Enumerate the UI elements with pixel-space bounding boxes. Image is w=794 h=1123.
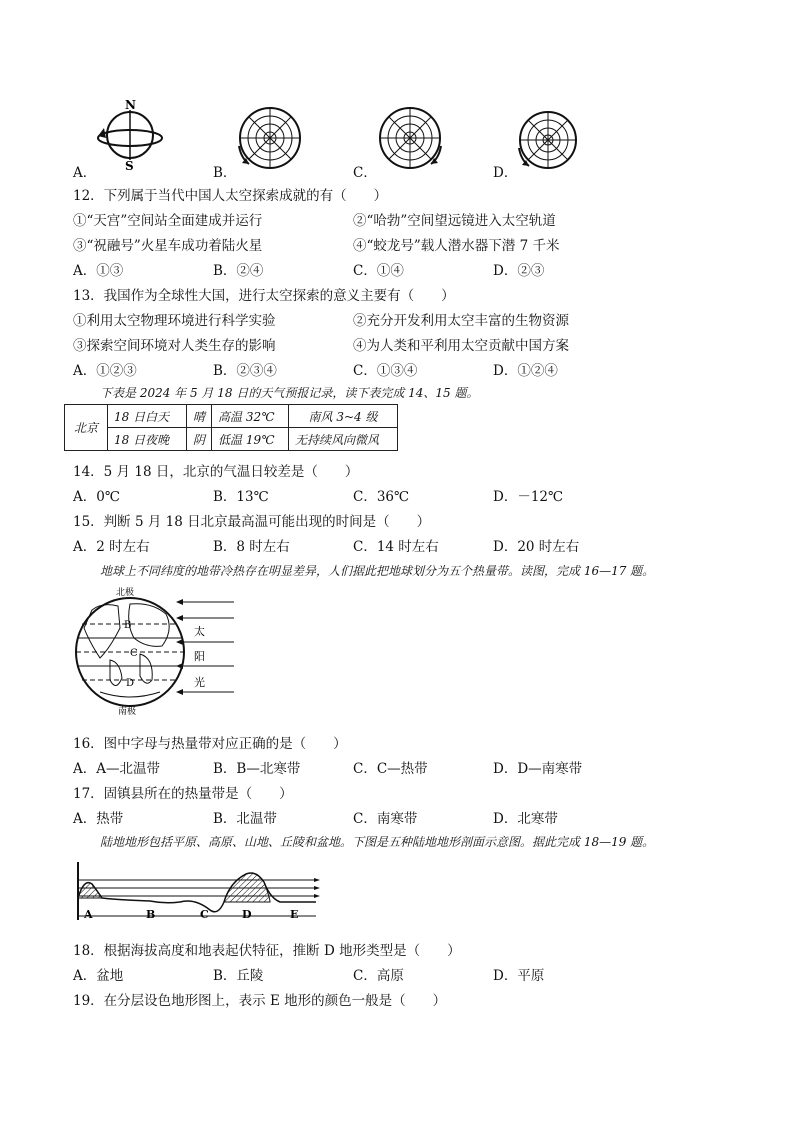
- q17-option-d[interactable]: D．北寒带: [493, 811, 558, 827]
- q11-option-a[interactable]: A．: [73, 165, 97, 181]
- q16-stem: 16．图中字母与热量带对应正确的是（ ）: [73, 736, 347, 752]
- q15-option-c[interactable]: C．14 时左右: [353, 539, 439, 555]
- q14-option-d[interactable]: D．－12℃: [493, 489, 564, 505]
- sunlight-label-3: 光: [194, 676, 205, 689]
- q18-option-c[interactable]: C．高原: [353, 968, 404, 984]
- weather-city: 北京: [65, 405, 108, 451]
- q11-option-b[interactable]: B．: [213, 165, 237, 181]
- q16-option-c[interactable]: C．C—热带: [353, 761, 428, 777]
- q14-option-b[interactable]: B．13℃: [213, 489, 269, 505]
- q17-option-c[interactable]: C．南寒带: [353, 811, 418, 827]
- q12-option-d[interactable]: D．②③: [493, 263, 545, 279]
- q12-item-4: ④“蛟龙号”载人潜水器下潜 7 千米: [353, 238, 560, 254]
- q12-item-2: ②“哈勃”空间望远镜进入太空轨道: [353, 213, 556, 229]
- north-label: N: [125, 98, 136, 112]
- landform-label-c: C: [200, 908, 209, 921]
- weather-cell: 18 日白天: [108, 405, 187, 428]
- south-pole-label: 南极: [118, 707, 137, 717]
- q12-option-b[interactable]: B．②④: [213, 263, 264, 279]
- q12-option-c[interactable]: C．①④: [353, 263, 404, 279]
- q15-stem: 15．判断 5 月 18 日北京最高温可能出现的时间是（ ）: [73, 514, 431, 530]
- landform-label-d: D: [242, 908, 252, 921]
- q14-option-c[interactable]: C．36℃: [353, 489, 410, 505]
- q16-option-d[interactable]: D．D—南寒带: [493, 761, 583, 777]
- weather-cell: 阴: [187, 428, 212, 451]
- zones-intro: 地球上不同纬度的地带冷热存在明显差异，人们据此把地球划分为五个热量带。读图，完成 16—17 题。: [100, 564, 655, 578]
- q11-option-d[interactable]: D．: [493, 165, 518, 181]
- q13-option-a[interactable]: A．①②③: [73, 363, 137, 379]
- q12-stem: 12．下列属于当代中国人太空探索成就的有（ ）: [73, 188, 388, 204]
- q15-option-b[interactable]: B．8 时左右: [213, 539, 290, 555]
- weather-intro: 下表是 2024 年 5 月 18 日的天气预报记录，读下表完成 14、15 题。: [100, 386, 479, 400]
- weather-cell: 无持续风向微风: [289, 428, 398, 451]
- q15-option-d[interactable]: D．20 时左右: [493, 539, 580, 555]
- globe-rotation-figure: [94, 98, 164, 173]
- north-pole-label: 北极: [116, 588, 135, 598]
- q15-option-a[interactable]: A．2 时左右: [73, 539, 150, 555]
- q13-option-c[interactable]: C．①③④: [353, 363, 418, 379]
- q17-stem: 17．固镇县所在的热量带是（ ）: [73, 786, 293, 802]
- q17-option-a[interactable]: A．热带: [73, 811, 124, 827]
- weather-cell: 南风 3~4 级: [289, 405, 398, 428]
- weather-table: [64, 404, 398, 451]
- q12-item-3: ③“祝融号”火星车成功着陆火星: [73, 238, 263, 254]
- polar-view-figure-b: [237, 106, 307, 176]
- sunlight-label-2: 阳: [194, 650, 205, 663]
- landform-label-a: A: [84, 908, 93, 921]
- landform-intro: 陆地地形包括平原、高原、山地、丘陵和盆地。下图是五种陆地地形剖面示意图。据此完成 18—19 题。: [100, 835, 655, 849]
- landform-label-b: B: [146, 908, 156, 921]
- q13-item-3: ③探索空间环境对人类生存的影响: [73, 338, 276, 354]
- q16-option-b[interactable]: B．B—北寒带: [213, 761, 301, 777]
- polar-view-figure-c: [377, 106, 447, 176]
- zone-b-label: B: [124, 620, 132, 631]
- landform-label-e: E: [290, 908, 299, 921]
- q14-option-a[interactable]: A．0℃: [73, 489, 120, 505]
- zone-c-label: C: [130, 648, 138, 659]
- q11-option-c[interactable]: C．: [353, 165, 377, 181]
- sunlight-label-1: 太: [194, 625, 205, 638]
- q17-option-b[interactable]: B．北温带: [213, 811, 277, 827]
- q13-item-4: ④为人类和平利用太空贡献中国方案: [353, 338, 569, 354]
- q18-option-a[interactable]: A．盆地: [73, 968, 124, 984]
- q18-option-d[interactable]: D．平原: [493, 968, 545, 984]
- q13-option-b[interactable]: B．②③④: [213, 363, 277, 379]
- landform-profile-figure: [70, 858, 330, 923]
- q14-stem: 14．5 月 18 日，北京的气温日较差是（ ）: [73, 464, 359, 480]
- q16-option-a[interactable]: A．A—北温带: [73, 761, 160, 777]
- weather-cell: 低温 19℃: [212, 428, 289, 451]
- q13-option-d[interactable]: D．①②④: [493, 363, 558, 379]
- q12-item-1: ①“天宫”空间站全面建成并运行: [73, 213, 263, 229]
- weather-cell: 高温 32℃: [212, 405, 289, 428]
- zone-d-label: D: [126, 678, 135, 689]
- q18-stem: 18．根据海拔高度和地表起伏特征，推断 D 地形类型是（ ）: [73, 943, 461, 959]
- south-label: S: [125, 159, 134, 173]
- q18-option-b[interactable]: B．丘陵: [213, 968, 264, 984]
- q12-option-a[interactable]: A．①③: [73, 263, 124, 279]
- sunlight-arrows: [176, 596, 246, 706]
- weather-cell: 18 日夜晚: [108, 428, 187, 451]
- weather-cell: 晴: [187, 405, 212, 428]
- polar-view-figure-d: [517, 110, 587, 180]
- q13-stem: 13．我国作为全球性大国，进行太空探索的意义主要有（ ）: [73, 288, 455, 304]
- q13-item-1: ①利用太空物理环境进行科学实验: [73, 313, 276, 329]
- q13-item-2: ②充分开发利用太空丰富的生物资源: [353, 313, 569, 329]
- q19-stem: 19．在分层设色地形图上，表示 E 地形的颜色一般是（ ）: [73, 993, 447, 1009]
